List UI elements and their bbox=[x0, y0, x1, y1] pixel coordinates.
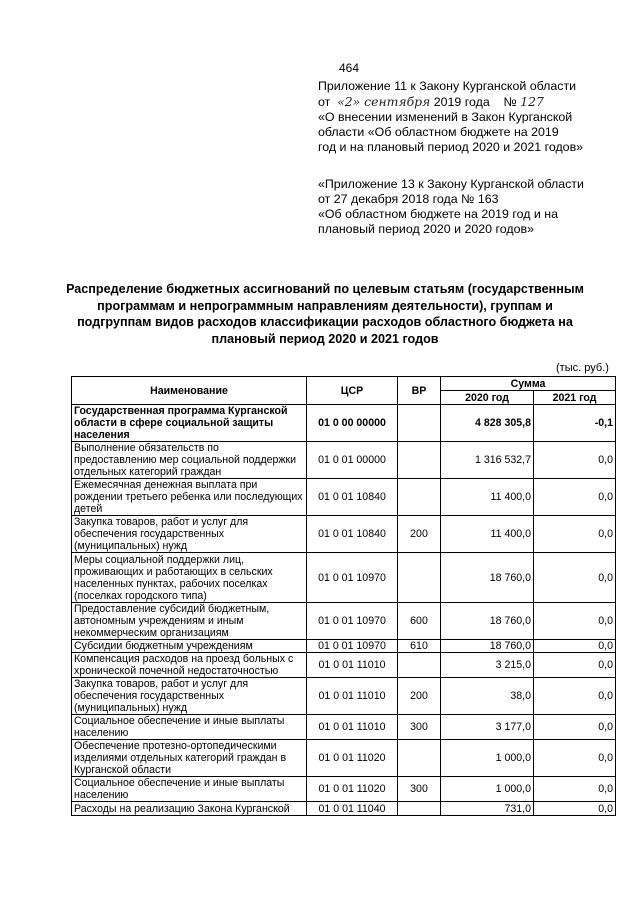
header-sum: Сумма bbox=[441, 377, 616, 391]
appendix-line: плановый период 2020 и 2020 годов» bbox=[318, 222, 534, 236]
row-2020: 38,0 bbox=[441, 678, 534, 715]
row-csr: 01 0 01 11010 bbox=[307, 715, 398, 740]
row-2021: -0,1 bbox=[534, 405, 616, 442]
appendix-line: «Об областном бюджете на 2019 год и на bbox=[318, 207, 558, 221]
row-csr: 01 0 01 10840 bbox=[307, 516, 398, 553]
row-2021: 0,0 bbox=[534, 603, 616, 640]
row-2020: 4 828 305,8 bbox=[441, 405, 534, 442]
row-2020: 731,0 bbox=[441, 802, 534, 816]
row-2021: 0,0 bbox=[534, 479, 616, 516]
row-2021: 0,0 bbox=[534, 740, 616, 777]
row-name: Предоставление субсидий бюджетным, автономным учреждениям и иным некоммерческим организациям bbox=[72, 603, 307, 640]
appendix-header-2 bbox=[318, 177, 584, 237]
appendix-date-line bbox=[318, 94, 583, 110]
header-2020: 2020 год bbox=[441, 391, 534, 405]
row-name: Обеспечение протезно-ортопедическими изделиями отдельных категорий граждан в Курганской области bbox=[72, 740, 307, 777]
table-row bbox=[72, 653, 616, 678]
header-vr: ВР bbox=[398, 377, 441, 405]
row-2020: 18 760,0 bbox=[441, 553, 534, 603]
table-body bbox=[72, 405, 616, 816]
row-vr bbox=[398, 553, 441, 603]
row-vr bbox=[398, 653, 441, 678]
date-year: 2019 года bbox=[433, 95, 490, 109]
row-vr: 200 bbox=[398, 516, 441, 553]
row-2020: 11 400,0 bbox=[441, 479, 534, 516]
header-csr: ЦСР bbox=[307, 377, 398, 405]
table-row bbox=[72, 715, 616, 740]
row-2021: 0,0 bbox=[534, 777, 616, 802]
header-2021: 2021 год bbox=[534, 391, 616, 405]
table-row bbox=[72, 442, 616, 479]
date-prefix: от bbox=[318, 95, 331, 109]
row-name: Закупка товаров, работ и услуг для обеспечения государственных (муниципальных) нужд bbox=[72, 516, 307, 553]
table-row bbox=[72, 802, 616, 816]
row-2020: 18 760,0 bbox=[441, 603, 534, 640]
row-name: Меры социальной поддержки лиц, проживающих и работающих в сельских населенных пунктах, рабочих поселках (поселках городского типа) bbox=[72, 553, 307, 603]
row-2021: 0,0 bbox=[534, 653, 616, 678]
units-label: (тыс. руб.) bbox=[556, 362, 609, 374]
row-2021: 0,0 bbox=[534, 802, 616, 816]
table-row bbox=[72, 777, 616, 802]
row-2020: 3 215,0 bbox=[441, 653, 534, 678]
row-name: Компенсация расходов на проезд больных с хронической почечной недостаточностью bbox=[72, 653, 307, 678]
row-name: Социальное обеспечение и иные выплаты населению bbox=[72, 715, 307, 740]
row-csr: 01 0 01 00000 bbox=[307, 442, 398, 479]
row-vr bbox=[398, 442, 441, 479]
row-csr: 01 0 01 11010 bbox=[307, 678, 398, 715]
row-vr bbox=[398, 740, 441, 777]
row-name: Социальное обеспечение и иные выплаты населению bbox=[72, 777, 307, 802]
appendix-header bbox=[318, 79, 583, 155]
row-2021: 0,0 bbox=[534, 715, 616, 740]
row-vr: 600 bbox=[398, 603, 441, 640]
handwritten-number: 127 bbox=[520, 94, 544, 109]
row-2021: 0,0 bbox=[534, 516, 616, 553]
row-vr: 300 bbox=[398, 715, 441, 740]
row-2020: 1 000,0 bbox=[441, 777, 534, 802]
row-2021: 0,0 bbox=[534, 553, 616, 603]
appendix-line: области «Об областном бюджете на 2019 bbox=[318, 125, 559, 139]
row-2020: 1 316 532,7 bbox=[441, 442, 534, 479]
budget-table bbox=[71, 376, 616, 816]
appendix-line: «О внесении изменений в Закон Курганской bbox=[318, 110, 573, 124]
row-name: Расходы на реализацию Закона Курганской bbox=[72, 802, 307, 816]
row-name: Субсидии бюджетным учреждениям bbox=[72, 640, 307, 653]
page-number: 464 bbox=[339, 61, 360, 75]
row-csr: 01 0 01 10970 bbox=[307, 553, 398, 603]
row-2020: 18 760,0 bbox=[441, 640, 534, 653]
appendix-line: год и на плановый период 2020 и 2021 годов» bbox=[318, 140, 584, 154]
table-row bbox=[72, 640, 616, 653]
appendix-line: Приложение 11 к Закону Курганской области bbox=[318, 79, 577, 93]
row-csr: 01 0 01 10970 bbox=[307, 640, 398, 653]
document-title: Распределение бюджетных ассигнований по целевым статьям (государственным программам и непрограммным направлениям деятельности), группам и подгруппам видов расходов классификации расходов областного бюджета на плановый период 2020 и 2021 годов bbox=[66, 282, 584, 346]
table-row bbox=[72, 740, 616, 777]
row-name: Государственная программа Курганской области в сфере социальной защиты населения bbox=[72, 405, 307, 442]
row-csr: 01 0 01 11010 bbox=[307, 653, 398, 678]
row-vr bbox=[398, 479, 441, 516]
row-csr: 01 0 01 10970 bbox=[307, 603, 398, 640]
row-vr: 610 bbox=[398, 640, 441, 653]
row-csr: 01 0 01 11020 bbox=[307, 740, 398, 777]
row-2020: 1 000,0 bbox=[441, 740, 534, 777]
row-2021: 0,0 bbox=[534, 442, 616, 479]
row-vr: 300 bbox=[398, 777, 441, 802]
handwritten-day: «2 bbox=[337, 94, 353, 109]
table-row bbox=[72, 405, 616, 442]
table-row bbox=[72, 678, 616, 715]
row-2021: 0,0 bbox=[534, 640, 616, 653]
row-2020: 11 400,0 bbox=[441, 516, 534, 553]
number-label: № bbox=[503, 95, 517, 109]
row-vr bbox=[398, 802, 441, 816]
handwritten-month: » сентября bbox=[352, 94, 431, 109]
row-vr: 200 bbox=[398, 678, 441, 715]
row-2021: 0,0 bbox=[534, 678, 616, 715]
appendix-line: от 27 декабря 2018 года № 163 bbox=[318, 192, 499, 206]
appendix-line: «Приложение 13 к Закону Курганской области bbox=[318, 177, 584, 191]
table-row bbox=[72, 553, 616, 603]
row-2020: 3 177,0 bbox=[441, 715, 534, 740]
row-csr: 01 0 01 10840 bbox=[307, 479, 398, 516]
row-csr: 01 0 00 00000 bbox=[307, 405, 398, 442]
row-name: Выполнение обязательств по предоставлению мер социальной поддержки отдельных категорий граждан bbox=[72, 442, 307, 479]
row-name: Закупка товаров, работ и услуг для обеспечения государственных (муниципальных) нужд bbox=[72, 678, 307, 715]
row-name: Ежемесячная денежная выплата при рождении третьего ребенка или последующих детей bbox=[72, 479, 307, 516]
row-csr: 01 0 01 11020 bbox=[307, 777, 398, 802]
header-name: Наименование bbox=[72, 377, 307, 405]
table-row bbox=[72, 516, 616, 553]
row-vr bbox=[398, 405, 441, 442]
row-csr: 01 0 01 11040 bbox=[307, 802, 398, 816]
table-row bbox=[72, 479, 616, 516]
table-row bbox=[72, 603, 616, 640]
